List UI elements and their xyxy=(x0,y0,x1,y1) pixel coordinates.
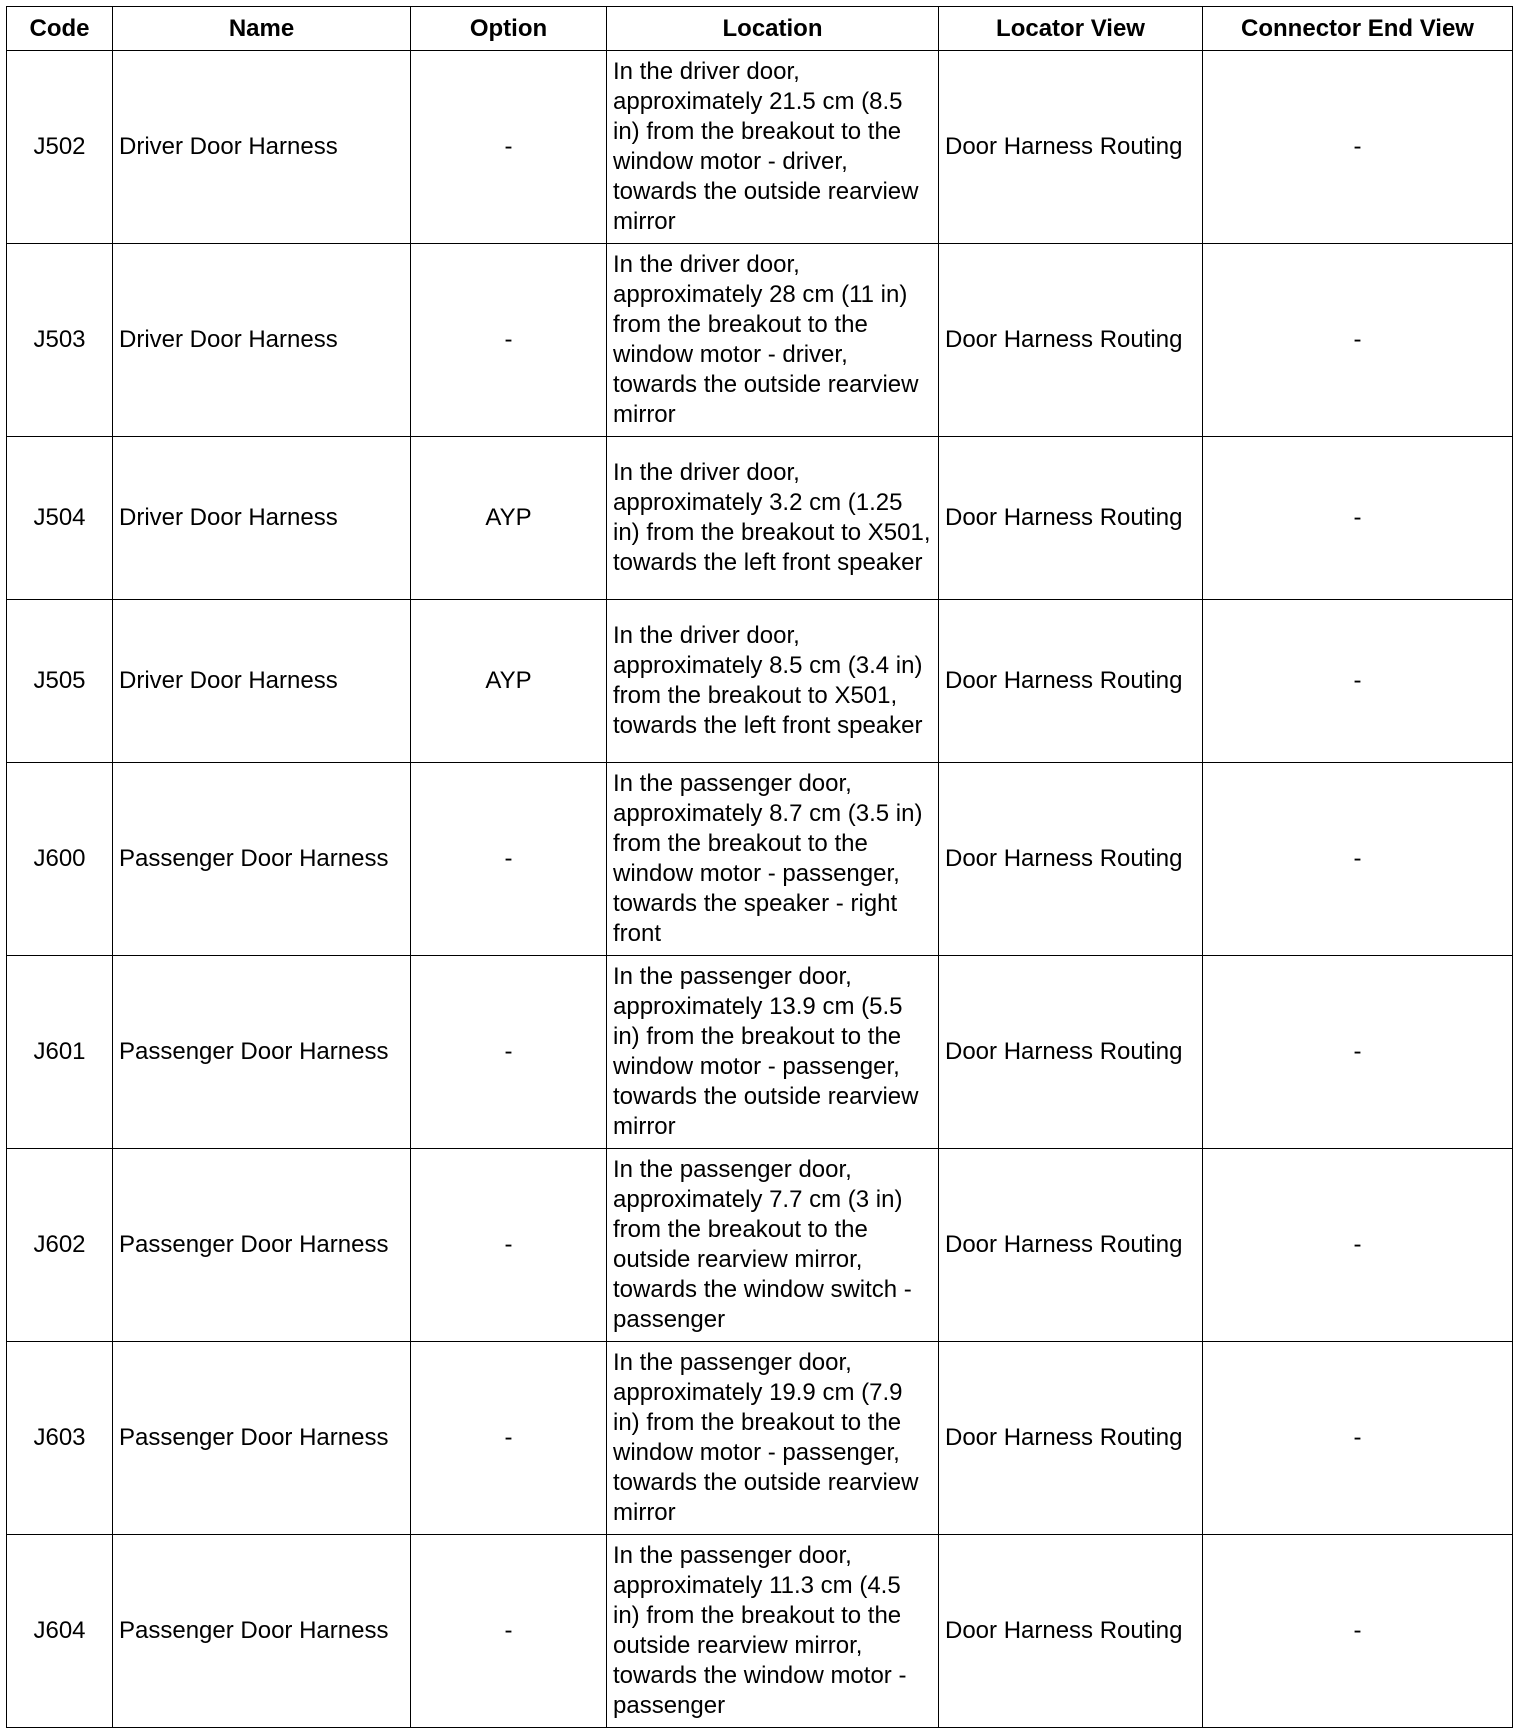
table-row xyxy=(7,1149,1513,1342)
table-row xyxy=(7,51,1513,244)
cell-connector-end-view: - xyxy=(1203,244,1513,437)
header-code: Code xyxy=(7,7,113,51)
cell-location: In the driver door, approximately 3.2 cm (1.25 in) from the breakout to X501, towards the left front speaker xyxy=(607,437,939,600)
cell-locator-view: Door Harness Routing xyxy=(939,1342,1203,1535)
cell-locator-view: Door Harness Routing xyxy=(939,437,1203,600)
cell-name: Driver Door Harness xyxy=(113,600,411,763)
header-name: Name xyxy=(113,7,411,51)
cell-option: AYP xyxy=(411,437,607,600)
cell-name: Driver Door Harness xyxy=(113,437,411,600)
cell-connector-end-view: - xyxy=(1203,51,1513,244)
connector-table xyxy=(6,6,1513,1728)
cell-name: Passenger Door Harness xyxy=(113,1149,411,1342)
cell-connector-end-view: - xyxy=(1203,600,1513,763)
cell-name: Passenger Door Harness xyxy=(113,1342,411,1535)
cell-locator-view: Door Harness Routing xyxy=(939,244,1203,437)
cell-code: J505 xyxy=(7,600,113,763)
header-connector-end-view: Connector End View xyxy=(1203,7,1513,51)
header-option: Option xyxy=(411,7,607,51)
cell-location: In the passenger door, approximately 7.7 cm (3 in) from the breakout to the outside rearview mirror, towards the window switch - passenger xyxy=(607,1149,939,1342)
cell-option: - xyxy=(411,244,607,437)
cell-code: J502 xyxy=(7,51,113,244)
cell-name: Passenger Door Harness xyxy=(113,1535,411,1728)
cell-name: Passenger Door Harness xyxy=(113,956,411,1149)
cell-locator-view: Door Harness Routing xyxy=(939,1535,1203,1728)
cell-code: J603 xyxy=(7,1342,113,1535)
cell-code: J604 xyxy=(7,1535,113,1728)
cell-locator-view: Door Harness Routing xyxy=(939,51,1203,244)
cell-option: - xyxy=(411,956,607,1149)
header-locator-view: Locator View xyxy=(939,7,1203,51)
table-row xyxy=(7,1342,1513,1535)
cell-code: J601 xyxy=(7,956,113,1149)
cell-code: J602 xyxy=(7,1149,113,1342)
cell-location: In the passenger door, approximately 13.9 cm (5.5 in) from the breakout to the window motor - passenger, towards the outside rearview mirror xyxy=(607,956,939,1149)
table-row xyxy=(7,600,1513,763)
cell-locator-view: Door Harness Routing xyxy=(939,763,1203,956)
cell-code: J503 xyxy=(7,244,113,437)
table-row xyxy=(7,956,1513,1149)
cell-connector-end-view: - xyxy=(1203,1149,1513,1342)
table-row xyxy=(7,437,1513,600)
cell-location: In the passenger door, approximately 8.7 cm (3.5 in) from the breakout to the window motor - passenger, towards the speaker - right front xyxy=(607,763,939,956)
cell-option: - xyxy=(411,51,607,244)
cell-locator-view: Door Harness Routing xyxy=(939,956,1203,1149)
header-row xyxy=(7,7,1513,51)
cell-location: In the driver door, approximately 21.5 cm (8.5 in) from the breakout to the window motor - driver, towards the outside rearview mirror xyxy=(607,51,939,244)
cell-locator-view: Door Harness Routing xyxy=(939,600,1203,763)
cell-locator-view: Door Harness Routing xyxy=(939,1149,1203,1342)
cell-connector-end-view: - xyxy=(1203,1342,1513,1535)
cell-location: In the driver door, approximately 28 cm (11 in) from the breakout to the window motor - driver, towards the outside rearview mirror xyxy=(607,244,939,437)
cell-location: In the driver door, approximately 8.5 cm (3.4 in) from the breakout to X501, towards the left front speaker xyxy=(607,600,939,763)
cell-option: - xyxy=(411,1535,607,1728)
cell-option: - xyxy=(411,1342,607,1535)
cell-connector-end-view: - xyxy=(1203,1535,1513,1728)
table-row xyxy=(7,1535,1513,1728)
cell-code: J600 xyxy=(7,763,113,956)
connector-list-sheet xyxy=(6,6,1513,1728)
cell-option: AYP xyxy=(411,600,607,763)
table-row xyxy=(7,244,1513,437)
cell-location: In the passenger door, approximately 19.9 cm (7.9 in) from the breakout to the window motor - passenger, towards the outside rearview mirror xyxy=(607,1342,939,1535)
cell-name: Driver Door Harness xyxy=(113,244,411,437)
cell-name: Driver Door Harness xyxy=(113,51,411,244)
cell-connector-end-view: - xyxy=(1203,956,1513,1149)
header-location: Location xyxy=(607,7,939,51)
cell-option: - xyxy=(411,763,607,956)
cell-option: - xyxy=(411,1149,607,1342)
table-row xyxy=(7,763,1513,956)
cell-location: In the passenger door, approximately 11.3 cm (4.5 in) from the breakout to the outside rearview mirror, towards the window motor - passenger xyxy=(607,1535,939,1728)
cell-connector-end-view: - xyxy=(1203,437,1513,600)
cell-connector-end-view: - xyxy=(1203,763,1513,956)
cell-name: Passenger Door Harness xyxy=(113,763,411,956)
cell-code: J504 xyxy=(7,437,113,600)
